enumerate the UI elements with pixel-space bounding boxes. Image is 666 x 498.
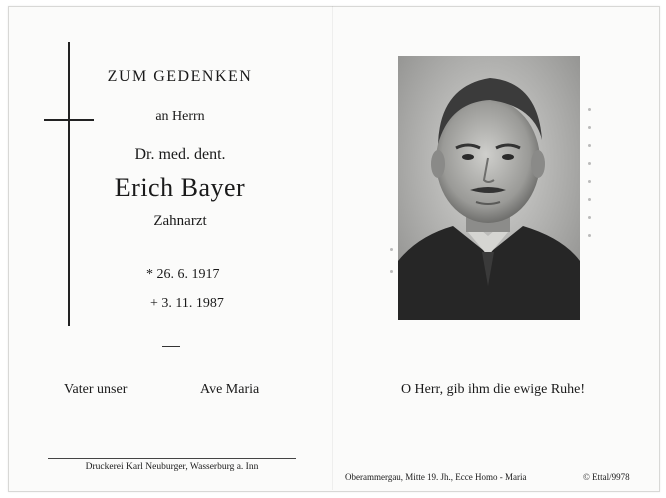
copyright-text: © Ettal/9978 [583,472,630,482]
image-credit: Oberammergau, Mitte 19. Jh., Ecce Homo - Maria [345,472,527,482]
divider-dash [162,346,180,347]
prayer-ave-maria: Ave Maria [200,382,260,397]
memorial-heading: ZUM GEDENKEN [107,68,253,85]
portrait-photo [398,56,580,320]
printer-divider [48,458,296,459]
profession-text: Zahnarzt [153,213,207,229]
addressee-text: an Herrn [155,109,205,124]
card-fold [332,6,333,490]
academic-title: Dr. med. dent. [134,146,226,163]
prayer-vater-unser: Vater unser [64,382,128,397]
death-date: + 3. 11. 1987 [150,296,224,311]
closing-prayer: O Herr, gib ihm die ewige Ruhe! [400,382,586,397]
printer-credit: Druckerei Karl Neuburger, Wasserburg a. Inn [85,462,259,472]
birth-date: * 26. 6. 1917 [146,267,220,282]
deceased-name: Erich Bayer [114,173,246,202]
